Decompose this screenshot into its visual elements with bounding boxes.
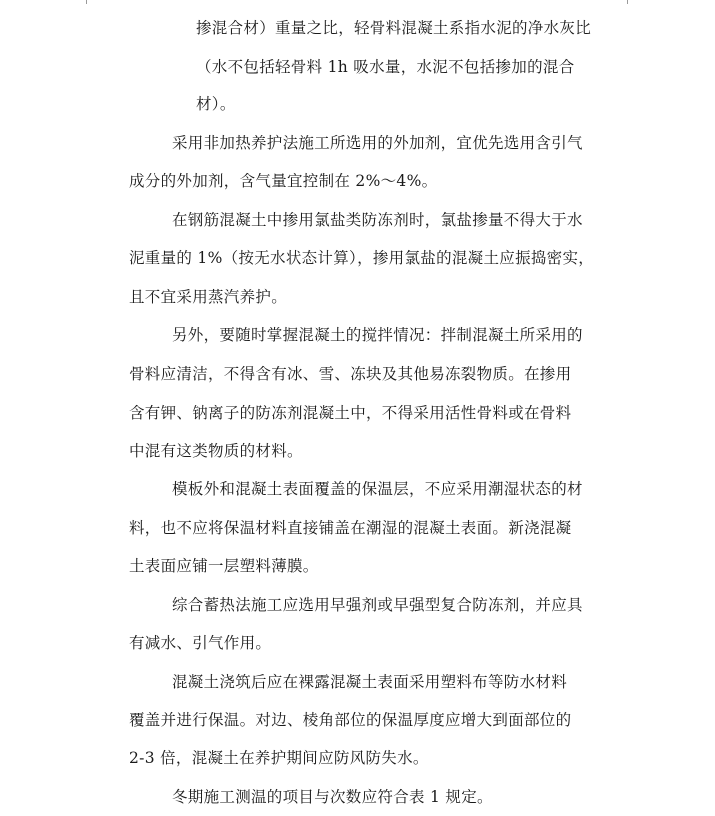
text-line: 泥重量的 1%（按无水状态计算），掺用氯盐的混凝土应振捣密实，: [129, 249, 595, 267]
text-line: （水不包括轻骨料 1h 吸水量，水泥不包括掺加的混合: [196, 58, 575, 76]
text-line: 且不宜采用蒸汽养护。: [129, 288, 288, 306]
text-line: 材）。: [196, 95, 236, 113]
paragraph-first-line: 另外，要随时掌握混凝土的搅拌情况：拌制混凝土所采用的: [172, 326, 583, 344]
text-line: 掺混合材）重量之比，轻骨料混凝土系指水泥的净水灰比: [196, 19, 592, 37]
paragraph-first-line: 在钢筋混凝土中掺用氯盐类防冻剂时，氯盐掺量不得大于水: [172, 211, 583, 229]
text-line: 土表面应铺一层塑料薄膜。: [129, 557, 319, 575]
paragraph-first-line: 采用非加热养护法施工所选用的外加剂，宜优先选用含引气: [172, 134, 583, 152]
paragraph-first-line: 混凝土浇筑后应在裸露混凝土表面采用塑料布等防水材料: [172, 673, 568, 691]
text-line: 料，也不应将保温材料直接铺盖在潮湿的混凝土表面。新浇混凝: [129, 519, 572, 537]
text-line: 中混有这类物质的材料。: [129, 442, 303, 460]
text-line: 覆盖并进行保温。对边、棱角部位的保温厚度应增大到面部位的: [129, 711, 572, 729]
text-line: 成分的外加剂，含气量宜控制在 2%～4%。: [129, 172, 438, 190]
page-corner-mark-right: [627, 0, 628, 4]
text-line: 2-3 倍，混凝土在养护期间应防风防失水。: [129, 749, 429, 767]
text-line: 有减水、引气作用。: [129, 634, 272, 652]
page-corner-mark-left: [86, 0, 87, 4]
paragraph-first-line: 模板外和混凝土表面覆盖的保温层，不应采用潮湿状态的材: [172, 480, 583, 498]
text-line: 骨料应清洁，不得含有冰、雪、冻块及其他易冻裂物质。在掺用: [129, 365, 572, 383]
text-line: 含有钾、钠离子的防冻剂混凝土中，不得采用活性骨料或在骨料: [129, 404, 572, 422]
paragraph-first-line: 冬期施工测温的项目与次数应符合表 1 规定。: [172, 788, 493, 806]
paragraph-first-line: 综合蓄热法施工应选用早强剂或早强型复合防冻剂，并应具: [172, 596, 583, 614]
